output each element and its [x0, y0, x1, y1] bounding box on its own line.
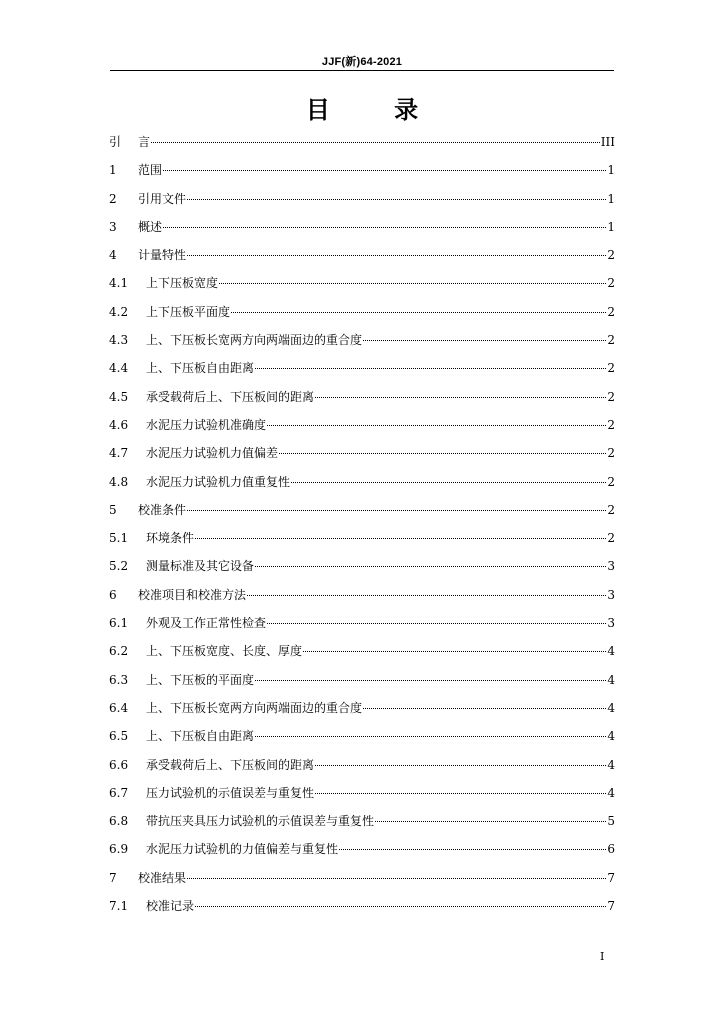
toc-entry-label: 校准条件 [138, 502, 187, 517]
toc-entry-page: 2 [607, 304, 615, 319]
toc-leader-dots [163, 217, 606, 228]
toc-entry-page: 3 [607, 616, 615, 631]
toc-entry-number: 6.3 [109, 672, 129, 687]
toc-entry-page: 4 [607, 700, 615, 715]
toc-entry-number: 6.4 [109, 700, 129, 715]
toc-entry-page: 2 [607, 531, 615, 546]
toc-entry-number: 6.6 [109, 757, 129, 772]
toc-entry[interactable] [109, 666, 615, 694]
toc-entry-label: 水泥压力试验机准确度 [146, 417, 267, 432]
toc-entry-label: 水泥压力试验机的力值偏差与重复性 [146, 842, 339, 857]
document-code: JJF(新)64-2021 [321, 56, 403, 68]
toc-entry-number: 7.1 [109, 899, 129, 914]
toc-entry-number: 4.7 [109, 446, 129, 461]
table-of-contents [109, 128, 615, 920]
toc-entry-page: 1 [607, 191, 615, 206]
toc-entry-page: 1 [607, 219, 615, 234]
toc-entry-page: III [600, 135, 615, 149]
toc-entry-label: 计量特性 [138, 248, 187, 263]
toc-leader-dots [151, 132, 600, 143]
toc-entry-number: 5 [109, 502, 117, 517]
toc-entry[interactable] [109, 411, 615, 439]
toc-entry-label: 压力试验机的示值误差与重复性 [146, 785, 315, 800]
toc-entry[interactable] [109, 637, 615, 665]
toc-leader-dots [187, 500, 606, 511]
toc-entry-number: 4.2 [109, 304, 129, 319]
toc-entry-number: 4.6 [109, 417, 129, 432]
toc-entry[interactable] [109, 552, 615, 580]
toc-leader-dots [363, 330, 606, 341]
toc-entry-label: 承受载荷后上、下压板间的距离 [146, 757, 315, 772]
toc-leader-dots [255, 670, 606, 681]
toc-leader-dots [255, 726, 606, 737]
toc-entry-label: 概述 [138, 219, 163, 234]
toc-leader-dots [291, 472, 606, 483]
toc-entry-page: 2 [607, 446, 615, 461]
toc-entry-page: 2 [607, 333, 615, 348]
toc-leader-dots [363, 698, 606, 709]
toc-entry[interactable] [109, 835, 615, 863]
toc-leader-dots [231, 302, 606, 313]
toc-entry-page: 2 [607, 276, 615, 291]
toc-entry[interactable] [109, 609, 615, 637]
toc-entry-number: 6.5 [109, 729, 129, 744]
toc-entry[interactable] [109, 581, 615, 609]
toc-entry-label: 带抗压夹具压力试验机的示值误差与重复性 [146, 814, 375, 829]
header-divider [110, 70, 614, 71]
toc-entry-number: 6.1 [109, 616, 129, 631]
toc-leader-dots [303, 641, 606, 652]
toc-entry-page: 3 [607, 559, 615, 574]
toc-entry-label: 范围 [138, 163, 163, 178]
toc-entry-page: 2 [607, 417, 615, 432]
toc-entry-label: 上、下压板自由距离 [146, 361, 255, 376]
toc-leader-dots [247, 585, 606, 596]
toc-entry[interactable] [109, 694, 615, 722]
toc-leader-dots [315, 783, 606, 794]
toc-leader-dots [187, 245, 606, 256]
toc-entry[interactable] [109, 892, 615, 920]
page-number: I [600, 950, 605, 963]
toc-leader-dots [187, 189, 606, 200]
toc-leader-dots [339, 839, 606, 850]
toc-entry-label: 校准结果 [138, 870, 187, 885]
toc-entry[interactable] [109, 354, 615, 382]
toc-entry-page: 2 [607, 361, 615, 376]
toc-leader-dots [375, 811, 606, 822]
toc-entry-page: 2 [607, 474, 615, 489]
toc-entry-page: 1 [607, 163, 615, 178]
toc-entry-page: 2 [607, 248, 615, 263]
toc-entry-label: 言 [138, 135, 151, 149]
toc-leader-dots [267, 613, 606, 624]
toc-entry[interactable] [109, 298, 615, 326]
toc-entry-page: 2 [607, 389, 615, 404]
toc-leader-dots [255, 556, 606, 567]
toc-leader-dots [279, 443, 606, 454]
toc-entry-label: 引用文件 [138, 191, 187, 206]
toc-entry-number: 6 [109, 587, 117, 602]
toc-entry-number: 4.4 [109, 361, 129, 376]
toc-entry-page: 7 [607, 899, 615, 914]
toc-entry[interactable] [109, 468, 615, 496]
toc-entry[interactable] [109, 864, 615, 892]
toc-entry[interactable] [109, 241, 615, 269]
toc-entry[interactable] [109, 383, 615, 411]
toc-leader-dots [163, 160, 606, 171]
toc-entry-number: 6.2 [109, 644, 129, 659]
toc-entry-page: 7 [607, 870, 615, 885]
toc-entry-label: 水泥压力试验机力值偏差 [146, 446, 279, 461]
toc-entry[interactable] [109, 269, 615, 297]
toc-entry-label: 外观及工作正常性检查 [146, 616, 267, 631]
toc-entry-label: 水泥压力试验机力值重复性 [146, 474, 291, 489]
toc-entry-number: 2 [109, 191, 117, 206]
toc-entry-page: 3 [607, 587, 615, 602]
toc-entry-number: 6.8 [109, 814, 129, 829]
toc-entry[interactable] [109, 128, 615, 156]
toc-entry-page: 4 [607, 785, 615, 800]
toc-entry-number: 4.8 [109, 474, 129, 489]
toc-entry-label: 校准项目和校准方法 [138, 587, 247, 602]
toc-entry[interactable] [109, 524, 615, 552]
toc-entry-page: 2 [607, 502, 615, 517]
toc-entry-number: 5.1 [109, 531, 129, 546]
toc-leader-dots [315, 387, 606, 398]
toc-entry-number: 7 [109, 870, 117, 885]
toc-entry-number: 4.1 [109, 276, 129, 291]
toc-entry-number: 引 [109, 135, 122, 149]
toc-entry-number: 5.2 [109, 559, 129, 574]
toc-entry-label: 校准记录 [146, 899, 195, 914]
toc-entry-number: 6.9 [109, 842, 129, 857]
toc-entry-label: 上下压板宽度 [146, 276, 219, 291]
toc-title: 目 录 [305, 96, 447, 124]
toc-entry-page: 4 [607, 644, 615, 659]
toc-entry[interactable] [109, 779, 615, 807]
toc-entry[interactable] [109, 496, 615, 524]
toc-leader-dots [255, 358, 606, 369]
toc-entry-label: 上下压板平面度 [146, 304, 231, 319]
toc-entry-label: 承受载荷后上、下压板间的距离 [146, 389, 315, 404]
toc-entry-label: 上、下压板长宽两方向两端面边的重合度 [146, 700, 363, 715]
toc-entry[interactable] [109, 213, 615, 241]
toc-entry-label: 测量标准及其它设备 [146, 559, 255, 574]
toc-leader-dots [219, 273, 606, 284]
toc-entry-label: 环境条件 [146, 531, 195, 546]
toc-entry-page: 4 [607, 672, 615, 687]
toc-entry-label: 上、下压板长宽两方向两端面边的重合度 [146, 333, 363, 348]
toc-entry-number: 4 [109, 248, 117, 263]
toc-entry-number: 1 [109, 163, 117, 178]
toc-entry[interactable] [109, 326, 615, 354]
toc-entry-label: 上、下压板自由距离 [146, 729, 255, 744]
toc-entry-label: 上、下压板的平面度 [146, 672, 255, 687]
toc-leader-dots [187, 868, 606, 879]
toc-entry-label: 上、下压板宽度、长度、厚度 [146, 644, 303, 659]
toc-entry-number: 3 [109, 219, 117, 234]
toc-leader-dots [195, 896, 606, 907]
toc-entry-page: 6 [607, 842, 615, 857]
toc-entry-number: 6.7 [109, 785, 129, 800]
toc-entry[interactable] [109, 751, 615, 779]
toc-entry-number: 4.3 [109, 333, 129, 348]
toc-entry-page: 4 [607, 757, 615, 772]
toc-entry[interactable] [109, 439, 615, 467]
toc-entry-page: 5 [607, 814, 615, 829]
toc-entry-number: 4.5 [109, 389, 129, 404]
toc-entry[interactable] [109, 185, 615, 213]
toc-entry-page: 4 [607, 729, 615, 744]
toc-leader-dots [195, 528, 606, 539]
toc-leader-dots [267, 415, 606, 426]
toc-leader-dots [315, 755, 606, 766]
toc-entry[interactable] [109, 722, 615, 750]
toc-entry[interactable] [109, 807, 615, 835]
toc-entry[interactable] [109, 156, 615, 184]
